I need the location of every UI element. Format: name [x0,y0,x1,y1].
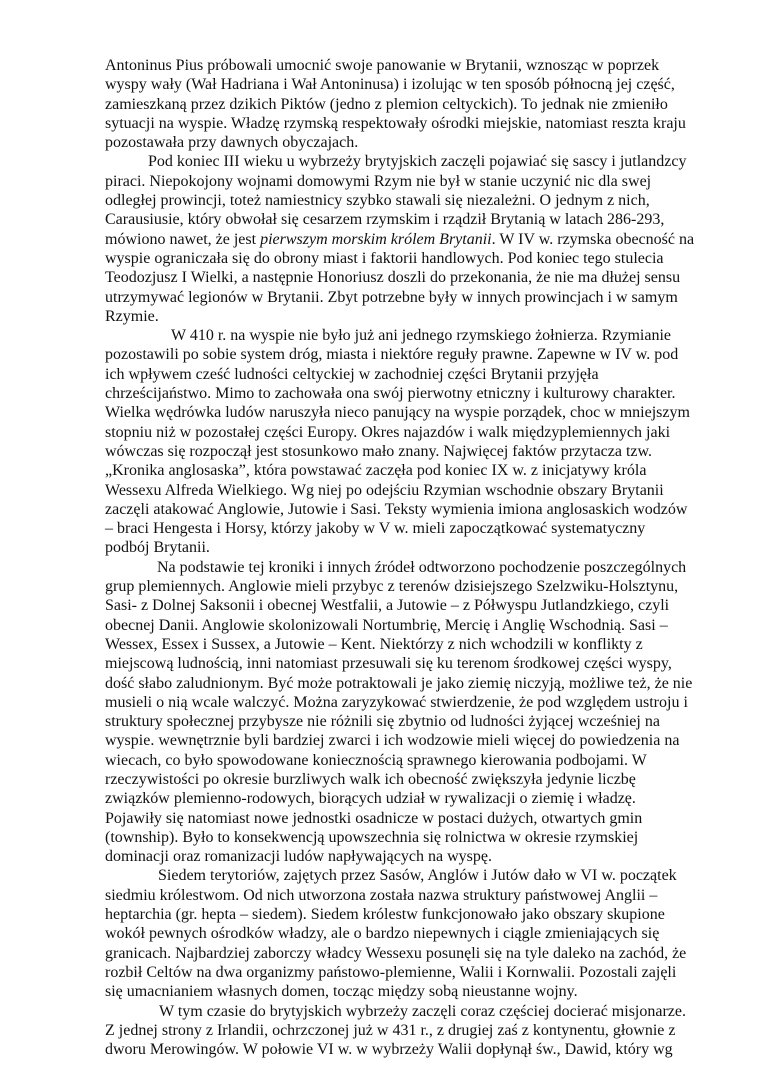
text-line: utrzymywać legionów w Brytanii. Zbyt potrzebne były w innych prowincjach i w samym [105,288,678,306]
text-line: (township). Było to konsekwencją upowszechnia się rolnictwa w okresie rzymskiej [105,828,639,846]
text-line: piraci. Niepokojony wojnami domowymi Rzym nie był w stanie uczynić nic dla swej [105,172,652,190]
text-line: Carausiusie, który obwołał się cesarzem rzymskim i rządził Brytanią w latach 286-293, [105,211,665,229]
text-line: podbój Brytanii. [105,539,210,557]
text-line: Wessexu Alfreda Wielkiego. Wg niej po odejściu Rzymian wschodnie obszary Brytanii [105,481,664,499]
paragraph-saxon-pirates [105,152,695,326]
text-line: się umacnianiem własnych domen, tocząc między sobą nieustanne wojny. [105,983,578,1001]
text-line: Wielka wędrówka ludów naruszyła nieco panujący na wyspie porządek, choc w mniejszym [105,404,690,422]
text-line: rzeczywistości po okresie burzliwych walk ich obecność zwiększyła jedynie liczbę [105,770,636,788]
text-line: Rzymie. [105,307,159,325]
text-line: wówczas się rozpoczął jest stosunkowo mało znany. Najwięcej faktów przytacza tzw. [105,442,653,460]
text-line: Antoninus Pius próbowali umocnić swoje panowanie w Brytanii, wznosząc w poprzek [105,57,660,74]
text-line: wyspy wały (Wał Hadriana i Wał Antoninusa) i izolując w ten sposób północną jej część, [105,76,675,94]
text-line: sytuacji na wyspie. Władzę rzymską respektowały ośrodki miejskie, natomiast reszta kraju [105,114,686,132]
paragraph-heptarchy [105,866,687,1001]
text-line: Siedem terytoriów, zajętych przez Sasów, Anglów i Jutów dało w VI w. początek [158,867,677,885]
text-line: Z jednej strony z Irlandii, ochrzczonej już w 431 r., z drugiej zaś z kontynentu, głownie z [105,1021,676,1039]
text-line: zaczęli atakować Anglowie, Jutowie i Sasi. Teksty wymienia imiona anglosaskich wodzów [105,500,688,518]
text-line: Pojawiły się natomiast nowe jednostki osadnicze w postaci dużych, otwartych gmin [105,809,643,827]
text-line: Na podstawie tej kroniki i innych źródeł odtworzono pochodzenie poszczególnych [157,558,687,576]
text-line: wyspie ograniczała się do obrony miast i faktorii handlowych. Pod koniec tego stulecia [105,249,664,267]
text-line: dość słabo zaludnionym. Być może potraktowali je jako ziemię niczyją, możliwe też, że nie [105,674,693,692]
paragraph-missionaries [105,1002,686,1060]
text-line: struktury społecznej przybysze nie różnili się zbytnio od ludności żyjącej wcześniej na [105,713,660,731]
text-line: pozostawała przy dawnych obyczajach. [105,134,359,152]
paragraph-year-410 [105,326,690,558]
text-line: odległej prowincji, toteż namiestnicy szybko stawali się niezależni. O jednym z nich, [105,192,650,210]
text-line: dworu Merowingów. W połowie VI w. w wybrzeży Walii dopłynął św., Dawid, który wg [105,1041,673,1059]
text-line: W 410 r. na wyspie nie było już ani jednego rzymskiego żołnierza. Rzymianie [171,327,672,345]
text-line: musieli o nią wcale walczyć. Można zaryzykować stwierdzenie, że pod względem ustroju i [105,693,688,711]
text-line: ich wpływem cześć ludności celtyckiej w zachodniej części Brytanii przyjęła [105,365,599,383]
text-line: wokół pewnych ośrodków władzy, ale o bardzo niepewnych i ciągle zmieniających się [105,925,660,943]
text-line: W tym czasie do brytyjskich wybrzeży zaczęli coraz częściej docierać misjonarze. [159,1002,686,1020]
paragraph-romans-walls [105,56,686,152]
text-line: zamieszkaną przez dzikich Piktów (jedno z plemion celtyckich). To jednak nie zmieniło [105,95,668,113]
text-line: miejscową ludnością, inni natomiast przesuwali się ku terenom środkowej części wyspy, [105,655,672,673]
text-line: pozostawili po sobie system dróg, miasta i niektóre reguły prawne. Zapewne w IV w. pod [105,346,679,364]
text-line: dominacji oraz romanizacji ludów napływających na wyspę. [105,848,492,866]
text-line: obecnej Danii. Anglowie skolonizowali Nortumbrię, Mercię i Anglię Wschodnią. Sasi – [105,616,668,634]
text-line: wiecach, co było spowodowane koniecznością sprawnego kierowania podbojami. W [105,751,647,769]
text-line: granicach. Najbardziej zaborczy władcy Wessexu posunęli się na tyle daleko na zachód, że [105,944,687,962]
text-line: Wessex, Essex i Sussex, a Jutowie – Kent. Niektórzy z nich wchodzili w konflikty z [105,635,643,653]
text-run: . W IV w. rzymska obecność na [491,230,695,248]
document-page [105,56,695,1059]
text-line: stopniu niż w pozostałej części Europy. Okres najazdów i walk międzyplemiennych jaki [105,423,671,441]
text-line [105,230,695,249]
text-line: wyspie. wewnętrznie byli bardziej zwarci i ich wodzowie mieli więcej do powiedzenia na [105,732,680,750]
text-line: heptarchia (gr. hepta – siedem). Siedem królestw funkcjonowało jako obszary skupione [105,906,665,924]
text-line: Teodozjusz I Wielki, a następnie Honoriusz doszli do przekonania, że nie ma dłużej sensu [105,269,681,287]
paragraph-tribal-origins [105,558,693,867]
text-line: rozbił Celtów na dwa organizmy państowo-plemienne, Walii i Kornwalii. Pozostali zajęli [105,963,677,981]
text-line: związków plemienno-rodowych, biorących udział w rywalizacji o ziemię i władzę. [105,790,636,808]
text-line: Sasi- z Dolnej Saksonii i obecnej Westfalii, a Jutowie – z Półwyspu Jutlandzkiego, czyli [105,597,670,615]
text-line: chrześcijaństwo. Mimo to zachowała ona swój pierwotny etniczny i kulturowy charakter. [105,385,676,403]
text-line: grup plemiennych. Anglowie mieli przybyc z terenów dzisiejszego Szelzwiku-Holsztynu, [105,578,679,596]
text-line: Pod koniec III wieku u wybrzeży brytyjskich zaczęli pojawiać się sascy i jutlandzcy [148,153,687,171]
text-line: „Kronika anglosaska”, która powstawać zaczęła pod koniec IX w. z inicjatywy króla [105,462,647,480]
italic-quote: pierwszym morskim królem Brytanii [260,230,492,248]
text-run: mówiono nawet, że jest [105,230,261,248]
text-line: siedmiu królestwom. Od nich utworzona została nazwa struktury państwowej Anglii – [105,886,658,904]
text-line: – braci Hengesta i Horsy, którzy jakoby w V w. mieli zapoczątkować systematyczny [105,520,646,538]
